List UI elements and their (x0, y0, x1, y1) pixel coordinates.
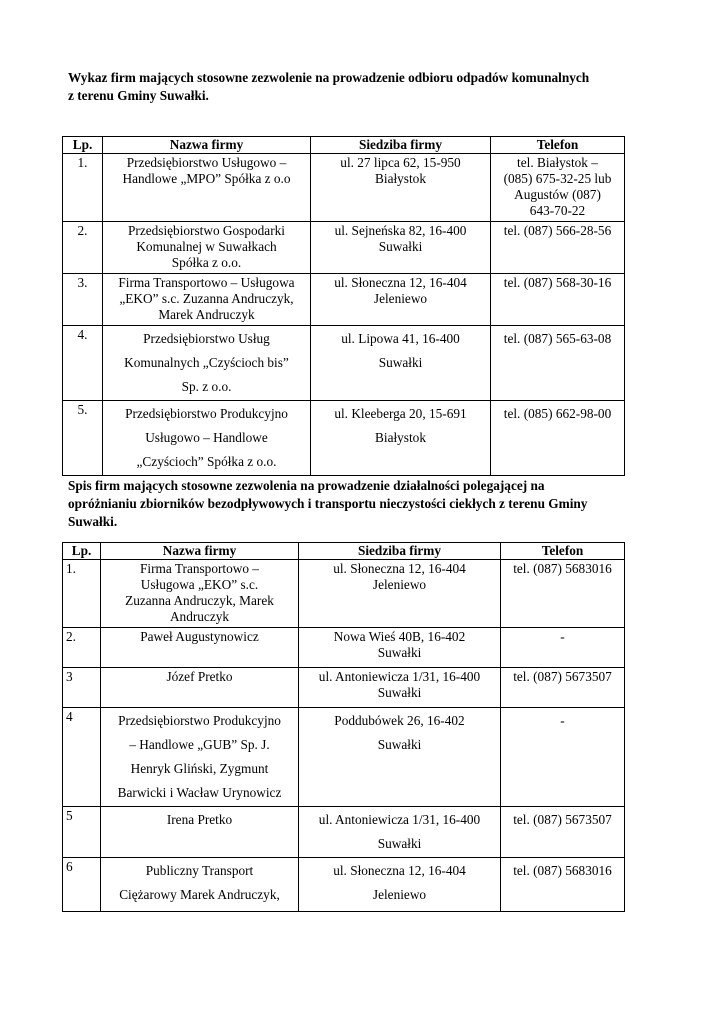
name-line: Ciężarowy Marek Andruczyk, (119, 887, 280, 902)
waste-collection-firms-table (62, 136, 625, 476)
section2-heading (68, 477, 656, 531)
table-row (63, 560, 625, 628)
header-lp: Lp. (63, 543, 101, 560)
table-row (63, 858, 625, 912)
header-phone: Telefon (501, 543, 625, 560)
cell-lp: 5. (63, 401, 103, 476)
name-line: Publiczny Transport (145, 863, 254, 878)
name-line: Spółka z o.o. (171, 255, 242, 270)
cell-company-name (101, 560, 299, 628)
cell-lp: 3 (63, 668, 101, 708)
cell-company-name (101, 858, 299, 912)
seat-line: ul. Kleeberga 20, 15-691 (334, 406, 467, 421)
seat-line: Suwałki (377, 737, 422, 752)
cell-lp: 1. (63, 154, 103, 222)
seat-line: Jeleniewo (372, 577, 427, 592)
phone-line: tel. (087) 5673507 (513, 669, 612, 684)
cell-company-name (103, 154, 311, 222)
section1-heading-line: z terenu Gminy Suwałki. (68, 88, 209, 103)
cell-lp: 2. (63, 222, 103, 274)
cell-company-seat (299, 668, 501, 708)
section2-heading-line: opróżnianiu zbiorników bezodpływowych i transportu nieczystości ciekłych z terenu Gminy (68, 496, 588, 511)
table-row (63, 628, 625, 668)
table-row (63, 708, 625, 807)
cell-phone (501, 560, 625, 628)
table-row (63, 807, 625, 858)
name-line: Andruczyk (169, 609, 230, 624)
table-header-row (63, 543, 625, 560)
phone-line: - (560, 713, 565, 728)
name-line: Przedsiębiorstwo Usługowo – (126, 155, 287, 170)
seat-line: Nowa Wieś 40B, 16-402 (333, 629, 466, 644)
table-row (63, 274, 625, 326)
seat-line: ul. Słoneczna 12, 16-404 (333, 863, 466, 878)
section1-heading-line: Wykaz firm mających stosowne zezwolenie na prowadzenie odbioru odpadów komunalnych (68, 70, 590, 85)
seat-line: Poddubówek 26, 16-402 (334, 713, 465, 728)
cell-lp: 5 (63, 807, 101, 858)
name-line: – Handlowe „GUB” Sp. J. (129, 737, 270, 752)
table-row (63, 401, 625, 476)
phone-line: tel. (085) 662-98-00 (503, 406, 612, 421)
name-line: „Czyścioch” Spółka z o.o. (136, 454, 277, 469)
seat-line: Suwałki (378, 239, 423, 254)
seat-line: Jeleniewo (373, 291, 428, 306)
header-company-name: Nazwa firmy (103, 137, 311, 154)
seat-line: ul. Antoniewicza 1/31, 16-400 (318, 812, 481, 827)
seat-line: Suwałki (377, 645, 422, 660)
name-line: „EKO” s.c. Zuzanna Andruczyk, (119, 291, 294, 306)
cell-phone (501, 807, 625, 858)
cell-company-seat (311, 401, 491, 476)
cell-company-name (103, 326, 311, 401)
cell-lp: 4. (63, 326, 103, 401)
name-line: Sp. z o.o. (181, 379, 232, 394)
name-line: Barwicki i Wacław Urynowicz (117, 785, 282, 800)
cell-phone (491, 401, 625, 476)
cell-phone (491, 274, 625, 326)
phone-line: tel. (087) 565-63-08 (503, 331, 612, 346)
cell-lp: 4 (63, 708, 101, 807)
section2-heading-line: Spis firm mających stosowne zezwolenia na prowadzenie działalności polegającej na (68, 478, 545, 493)
name-line: Paweł Augustynowicz (140, 629, 259, 644)
cell-company-name (101, 708, 299, 807)
table-row (63, 154, 625, 222)
cell-lp: 1. (63, 560, 101, 628)
seat-line: ul. Lipowa 41, 16-400 (341, 331, 460, 346)
cell-company-name (101, 668, 299, 708)
cell-phone (501, 858, 625, 912)
septic-transport-firms-table (62, 542, 625, 912)
name-line: Marek Andruczyk (158, 307, 255, 322)
seat-line: Białystok (375, 171, 426, 186)
table-row (63, 326, 625, 401)
name-line: Przedsiębiorstwo Usług (143, 331, 270, 346)
seat-line: ul. Słoneczna 12, 16-404 (333, 561, 466, 576)
cell-company-name (103, 274, 311, 326)
cell-company-seat (311, 326, 491, 401)
phone-line: tel. (087) 5683016 (513, 561, 612, 576)
cell-lp: 2. (63, 628, 101, 668)
seat-line: Suwałki (378, 355, 423, 370)
cell-company-seat (311, 274, 491, 326)
table-row (63, 222, 625, 274)
header-lp: Lp. (63, 137, 103, 154)
cell-phone (491, 154, 625, 222)
seat-line: ul. 27 lipca 62, 15-950 (340, 155, 461, 170)
cell-lp: 3. (63, 274, 103, 326)
header-company-seat: Siedziba firmy (299, 543, 501, 560)
section2-heading-line: Suwałki. (68, 514, 118, 529)
header-company-seat: Siedziba firmy (311, 137, 491, 154)
seat-line: ul. Antoniewicza 1/31, 16-400 (318, 669, 481, 684)
cell-phone (501, 708, 625, 807)
name-line: Zuzanna Andruczyk, Marek (125, 593, 274, 608)
name-line: Usługowa „EKO” s.c. (140, 577, 259, 592)
seat-line: Jeleniewo (372, 887, 427, 902)
cell-company-name (103, 222, 311, 274)
cell-phone (501, 628, 625, 668)
cell-company-seat (311, 222, 491, 274)
name-line: Henryk Gliński, Zygmunt (130, 761, 269, 776)
cell-company-seat (299, 628, 501, 668)
phone-line: 643-70-22 (529, 203, 586, 218)
cell-company-name (103, 401, 311, 476)
cell-phone (491, 326, 625, 401)
cell-company-seat (311, 154, 491, 222)
section1-heading (68, 69, 656, 105)
phone-line: tel. (087) 566-28-56 (503, 223, 612, 238)
name-line: Firma Transportowo – (140, 561, 259, 576)
cell-company-seat (299, 560, 501, 628)
table-header-row (63, 137, 625, 154)
name-line: Irena Pretko (166, 812, 233, 827)
cell-company-seat (299, 708, 501, 807)
cell-lp: 6 (63, 858, 101, 912)
seat-line: ul. Sejneńska 82, 16-400 (334, 223, 467, 238)
cell-company-name (101, 807, 299, 858)
name-line: Przedsiębiorstwo Produkcyjno (125, 406, 288, 421)
name-line: Komunalnych „Czyścioch bis” (124, 355, 289, 370)
phone-line: - (560, 629, 565, 644)
name-line: Handlowe „MPO” Spółka z o.o (122, 171, 291, 186)
name-line: Komunalnej w Suwałkach (136, 239, 277, 254)
cell-company-seat (299, 858, 501, 912)
seat-line: ul. Słoneczna 12, 16-404 (334, 275, 467, 290)
phone-line: tel. (087) 568-30-16 (503, 275, 612, 290)
cell-company-seat (299, 807, 501, 858)
table-row (63, 668, 625, 708)
name-line: Przedsiębiorstwo Gospodarki (128, 223, 285, 238)
phone-line: tel. (087) 5673507 (513, 812, 612, 827)
name-line: Usługowo – Handlowe (145, 430, 268, 445)
cell-phone (501, 668, 625, 708)
phone-line: (085) 675-32-25 lub (503, 171, 612, 186)
name-line: Firma Transportowo – Usługowa (118, 275, 295, 290)
seat-line: Suwałki (377, 836, 422, 851)
phone-line: Augustów (087) (514, 187, 601, 202)
header-company-name: Nazwa firmy (101, 543, 299, 560)
cell-company-name (101, 628, 299, 668)
header-phone: Telefon (491, 137, 625, 154)
name-line: Józef Pretko (166, 669, 233, 684)
phone-line: tel. Białystok – (517, 155, 598, 170)
phone-line: tel. (087) 5683016 (513, 863, 612, 878)
cell-phone (491, 222, 625, 274)
name-line: Przedsiębiorstwo Produkcyjno (118, 713, 281, 728)
seat-line: Suwałki (377, 685, 422, 700)
seat-line: Białystok (375, 430, 426, 445)
